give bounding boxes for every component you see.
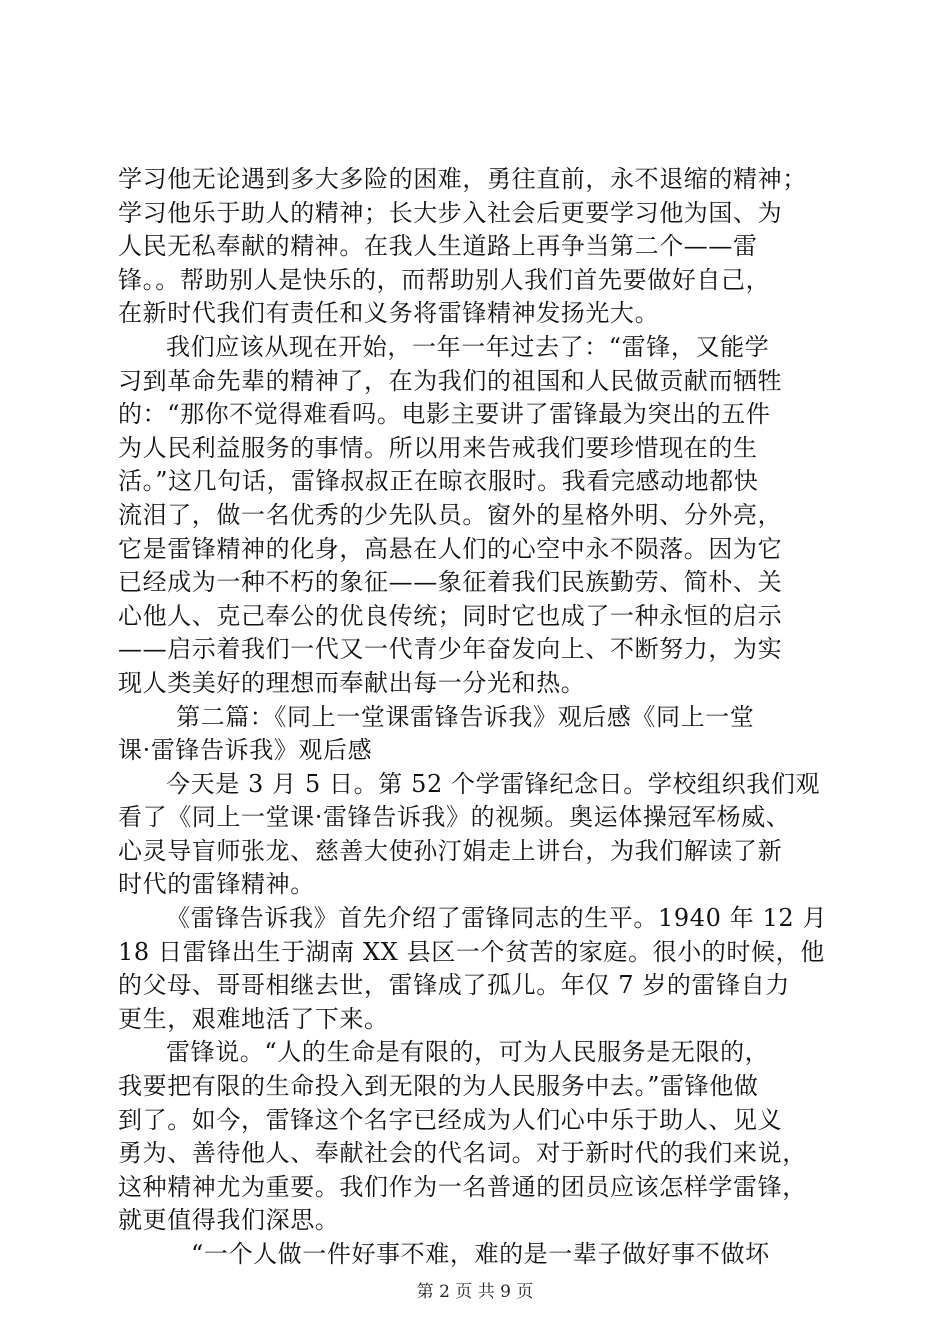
paragraph-start-line: 《雷锋告诉我》首先介绍了雷锋同志的生平。1940 年 12 月 bbox=[166, 904, 828, 933]
text-line: 时代的雷锋精神。 bbox=[118, 870, 315, 899]
text-line: 心灵导盲师张龙、慈善大使孙汀娟走上讲台，为我们解读了新 bbox=[118, 836, 783, 865]
text-line: 学习他乐于助人的精神；长大步入社会后更要学习他为国、为 bbox=[118, 198, 783, 227]
text-line: 它是雷锋精神的化身，高悬在人们的心空中永不陨落。因为它 bbox=[118, 534, 783, 563]
text-line: 到了。如今，雷锋这个名字已经成为人们心中乐于助人、见义 bbox=[118, 1105, 783, 1134]
paragraph-start-line: 雷锋说。“人的生命是有限的，可为人民服务是无限的， bbox=[166, 1038, 770, 1067]
text-line: 为人民利益服务的事情。所以用来告戒我们要珍惜现在的生 bbox=[118, 433, 758, 462]
body-text bbox=[118, 163, 840, 1272]
text-line: 勇为、善待他人、奉献社会的代名词。对于新时代的我们来说， bbox=[118, 1139, 807, 1168]
text-line: 在新时代我们有责任和义务将雷锋精神发扬光大。 bbox=[118, 299, 660, 328]
text-line: 18 日雷锋出生于湖南 XX 县区一个贫苦的家庭。很小的时候，他 bbox=[118, 937, 825, 966]
text-line: 我要把有限的生命投入到无限的为人民服务中去。”雷锋他做 bbox=[118, 1072, 759, 1101]
section-heading-line: 课·雷锋告诉我》观后感 bbox=[118, 736, 373, 765]
text-line: 这种精神尤为重要。我们作为一名普通的团员应该怎样学雷锋， bbox=[118, 1172, 807, 1201]
text-line: 流泪了，做一名优秀的少先队员。窗外的星格外明、分外亮， bbox=[118, 500, 783, 529]
text-line: 的：“那你不觉得难看吗。电影主要讲了雷锋最为突出的五件 bbox=[118, 400, 771, 429]
text-line: 锋。。帮助别人是快乐的，而帮助别人我们首先要做好自己， bbox=[118, 265, 771, 294]
text-line: 活。”这几句话，雷锋叔叔正在晾衣服时。我看完感动地都快 bbox=[118, 467, 759, 496]
paragraph-start-line: “一个人做一件好事不难，难的是一辈子做好事不做坏 bbox=[191, 1240, 770, 1268]
text-line: 的父母、哥哥相继去世，雷锋成了孤儿。年仅 7 岁的雷锋自力 bbox=[118, 971, 790, 1000]
paragraph-start-line: 今天是 3 月 5 日。第 52 个学雷锋纪念日。学校组织我们观 bbox=[166, 769, 821, 798]
text-line: 心他人、克己奉公的优良传统；同时它也成了一种永恒的启示 bbox=[118, 601, 783, 630]
text-line: 更生，艰难地活了下来。 bbox=[118, 1004, 389, 1033]
text-line: 学习他无论遇到多大多险的困难，勇往直前，永不退缩的精神； bbox=[118, 165, 807, 193]
text-line: 人民无私奉献的精神。在我人生道路上再争当第二个——雷 bbox=[118, 232, 758, 261]
text-line: 已经成为一种不朽的象征——象征着我们民族勤劳、简朴、关 bbox=[118, 568, 783, 597]
page-number-footer: 第 2 页 共 9 页 bbox=[416, 1282, 534, 1302]
text-line: 现人类美好的理想而奉献出每一分光和热。 bbox=[118, 668, 586, 697]
section-heading-line: 第二篇：《同上一堂课雷锋告诉我》观后感《同上一堂 bbox=[176, 702, 755, 731]
text-line: 习到革命先辈的精神了，在为我们的祖国和人民做贡献而牺牲 bbox=[118, 366, 783, 395]
text-line: ——启示着我们一代又一代青少年奋发向上、不断努力，为实 bbox=[118, 635, 783, 664]
text-line: 看了《同上一堂课·雷锋告诉我》的视频。奥运体操冠军杨威、 bbox=[118, 803, 791, 832]
paragraph-start-line: 我们应该从现在开始，一年一年过去了：“雷锋，又能学 bbox=[166, 332, 770, 361]
text-line: 就更值得我们深思。 bbox=[118, 1206, 340, 1235]
